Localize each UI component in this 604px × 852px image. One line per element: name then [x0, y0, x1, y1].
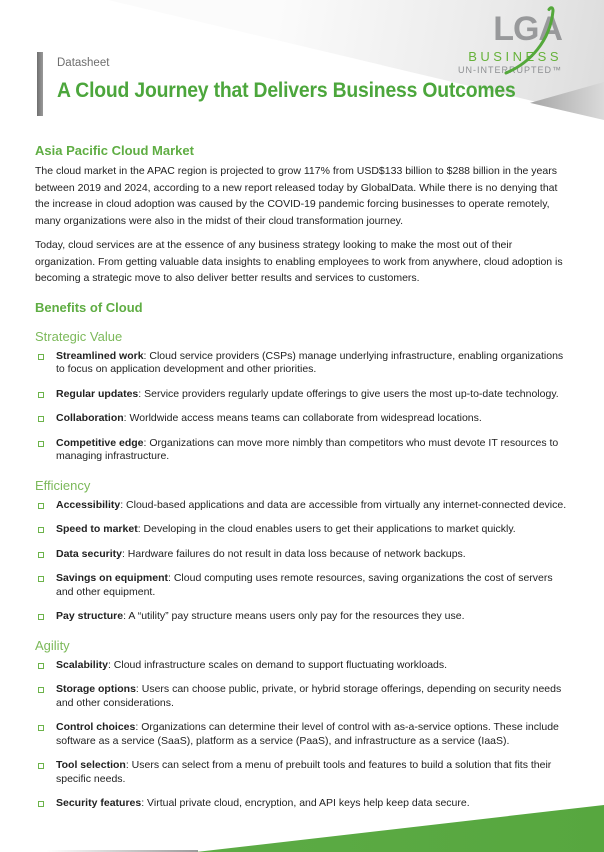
square-bullet-icon	[38, 687, 44, 693]
bullet-text: : Organizations can determine their level of control with as-a-service options. These include software as a service (SaaS), platform as a service (PaaS), and infrastructure as a service (IaaS).	[56, 721, 559, 747]
bullet-lead: Speed to market	[56, 523, 138, 535]
bullet-list-agility	[35, 659, 571, 811]
square-bullet-icon	[38, 416, 44, 422]
square-bullet-icon	[38, 763, 44, 769]
bullet-item	[35, 437, 571, 464]
square-bullet-icon	[38, 576, 44, 582]
bullet-text: : Organizations can move more nimbly than competitors who must devote IT resources to managing infrastructure.	[56, 436, 559, 462]
bullet-lead: Collaboration	[56, 412, 124, 424]
bullet-item	[35, 610, 571, 624]
bullet-lead: Storage options	[56, 683, 136, 695]
square-bullet-icon	[38, 801, 44, 807]
square-bullet-icon	[38, 441, 44, 447]
square-bullet-icon	[38, 503, 44, 509]
bullet-text: : Worldwide access means teams can collaborate from widespread locations.	[123, 412, 482, 424]
bullet-item	[35, 797, 571, 811]
section-heading-market: Asia Pacific Cloud Market	[35, 143, 194, 158]
bullet-lead: Data security	[56, 547, 122, 560]
subsection-heading-strategic-value: Strategic Value	[35, 328, 123, 344]
square-bullet-icon	[38, 552, 44, 558]
square-bullet-icon	[38, 663, 44, 669]
logo-wordmark-text: LGA	[493, 10, 562, 48]
bullet-text: : Hardware failures do not result in data loss because of network backups.	[121, 547, 466, 560]
bullet-lead: Regular updates	[56, 387, 139, 400]
bullet-item	[35, 572, 571, 599]
bullet-text: : Developing in the cloud enables users to get their applications to market quickly.	[137, 523, 516, 535]
doc-type-label: Datasheet	[57, 57, 110, 69]
bullet-lead: Savings on equipment	[56, 572, 169, 584]
subsection-heading-efficiency: Efficiency	[35, 477, 91, 493]
bullet-lead: Streamlined work	[56, 349, 144, 362]
bullet-text: : Cloud-based applications and data are accessible from virtually any internet-connected device.	[120, 498, 567, 511]
bullet-lead: Scalability	[56, 658, 108, 671]
bullet-item	[35, 388, 571, 402]
bullet-text: : Users can select from a menu of prebuilt tools and features to build a solution that fits their specific needs.	[56, 759, 552, 785]
subsection-heading-agility: Agility	[35, 637, 70, 653]
square-bullet-icon	[38, 392, 44, 398]
bullet-text: : Service providers regularly update offerings to give users the most up-to-date technology.	[138, 387, 559, 400]
bullet-item	[35, 721, 571, 748]
bullet-text: : Virtual private cloud, encryption, and API keys help keep data secure.	[141, 797, 470, 809]
bullet-text: : Users can choose public, private, or hybrid storage offerings, depending on security needs and other considerations.	[56, 683, 562, 709]
square-bullet-icon	[38, 725, 44, 731]
market-paragraph-2: Today, cloud services are at the essence of any business strategy looking to make the most out of their organization. From getting valuable data insights to enabling employees to work from anywhere, cloud adoption is becoming a strategic move to also deliver better results and services to customers.	[35, 239, 563, 284]
bullet-lead: Pay structure	[56, 610, 124, 622]
bullet-item	[35, 350, 571, 377]
bullet-list-strategic-value	[35, 350, 571, 464]
bullet-lead: Accessibility	[56, 498, 121, 511]
bullet-text: : Cloud computing uses remote resources, saving organizations the cost of servers and other equipment.	[56, 572, 553, 598]
page-title: A Cloud Journey that Delivers Business Outcomes	[57, 78, 516, 102]
document-header	[37, 52, 567, 116]
bullet-item	[35, 499, 571, 513]
logo-tagline-uninterrupted: UN-INTERRUPTED™	[458, 65, 562, 75]
bullet-text: : Cloud service providers (CSPs) manage underlying infrastructure, enabling organizations to focus on application development and other priorities.	[56, 349, 564, 375]
logo-wordmark	[493, 10, 562, 48]
bullet-lead: Competitive edge	[56, 436, 144, 449]
bullet-item	[35, 759, 571, 786]
bullet-item	[35, 523, 571, 537]
bullet-item	[35, 548, 571, 562]
bullet-list-efficiency	[35, 499, 571, 624]
section-heading-benefits: Benefits of Cloud	[35, 299, 143, 315]
square-bullet-icon	[38, 527, 44, 533]
bullet-lead: Security features	[56, 797, 142, 809]
bullet-item	[35, 683, 571, 710]
square-bullet-icon	[38, 614, 44, 620]
market-paragraph-1: The cloud market in the APAC region is projected to grow 117% from USD$133 billion to $288 billion in the years between 2019 and 2024, according to a new report released today by GlobalData. While there is no denying that the increase in cloud adoption was caused by the COVID-19 pandemic forcing businesses to operate remotely, many organizations were also in the midst of their cloud transformation journey.	[35, 165, 558, 227]
bullet-lead: Tool selection	[56, 759, 126, 771]
bullet-item	[35, 412, 571, 426]
title-accent-bar	[37, 52, 43, 116]
bullet-text: : Cloud infrastructure scales on demand to support fluctuating workloads.	[107, 658, 448, 671]
logo-tagline-business: BUSINESS	[468, 49, 562, 64]
document-body	[35, 128, 571, 822]
bullet-lead: Control choices	[56, 721, 136, 733]
bullet-text: : A “utility” pay structure means users only pay for the resources they use.	[123, 610, 465, 622]
square-bullet-icon	[38, 354, 44, 360]
bullet-item	[35, 659, 571, 673]
